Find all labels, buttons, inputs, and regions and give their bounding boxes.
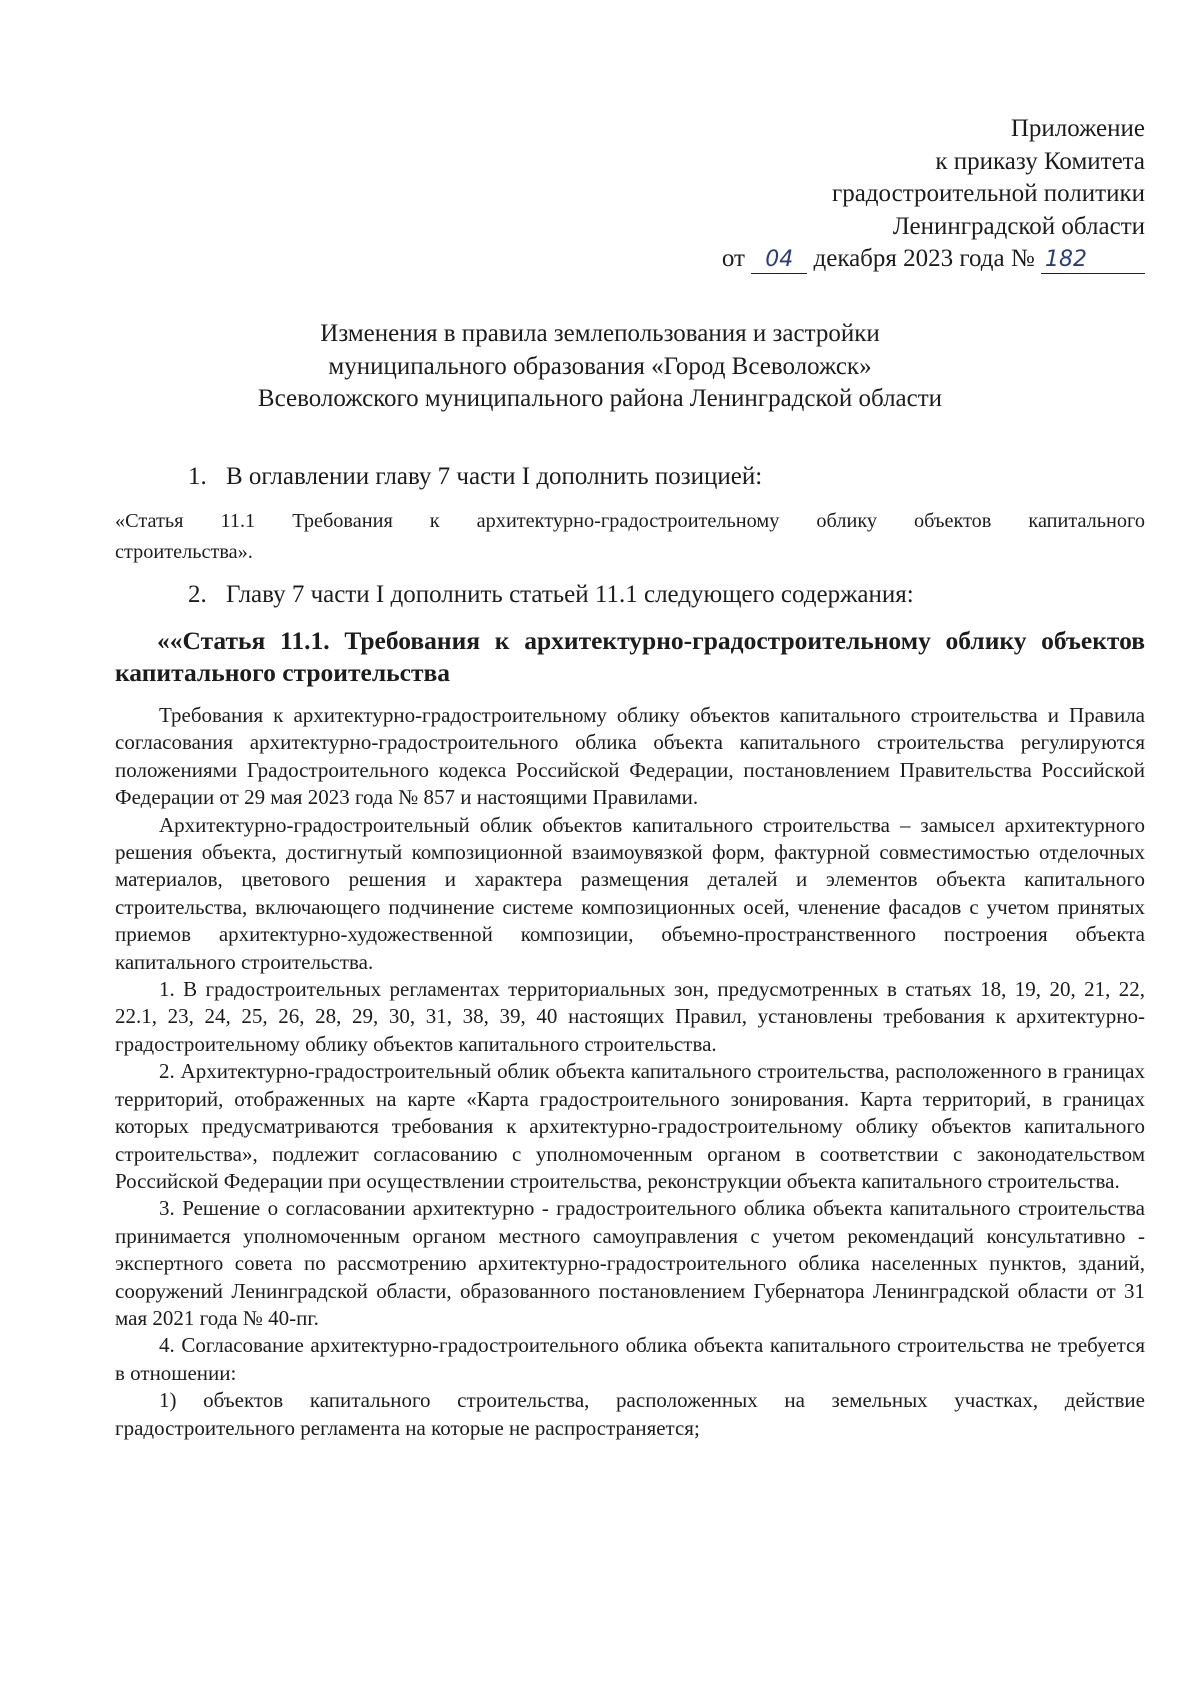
date-rest: декабря 2023 года xyxy=(813,245,1005,272)
appendix-date-line xyxy=(545,243,1145,276)
handwritten-day: 04 xyxy=(751,247,807,274)
step-number: 2. xyxy=(188,581,207,608)
step-2 xyxy=(188,580,914,610)
step-text: Главу 7 части I дополнить статьей 11.1 следующего содержания: xyxy=(226,581,914,608)
toc-quote xyxy=(115,506,1145,568)
document-title xyxy=(60,318,1140,416)
paragraph: 1) объектов капитального строительства, расположенных на земельных участках, действие градостроительного регламента на которые не распространяется; xyxy=(115,1388,1145,1440)
paragraph: Архитектурно-градостроительный облик объектов капитального строительства – замысел архитектурного решения объекта, достигнутый композиционной взаимоувязкой форм, фактурной совместимостью отделочных материалов, цветового решения и характера размещения деталей и элементов объекта капитального строительства, включающего подчинение системе композиционных осей, членение фасадов с учетом принятых приемов архитектурно-художественной композиции, объемно-пространственного построения объекта капитального строительства. xyxy=(115,812,1145,974)
handwritten-number: 182 xyxy=(1041,247,1145,274)
quote-line-2: строительства». xyxy=(115,541,253,563)
paragraph: 4. Согласование архитектурно-градостроительного облика объекта капитального строительства не требуется в отношении: xyxy=(115,1333,1145,1385)
step-text: В оглавлении главу 7 части I дополнить позицией: xyxy=(226,463,763,490)
title-line-2: муниципального образования «Город Всеволожск» xyxy=(328,352,872,380)
appendix-title: Приложение xyxy=(1010,115,1145,142)
appendix-region-line: Ленинградской области xyxy=(892,212,1145,240)
date-prefix: от xyxy=(721,245,745,272)
paragraph: Требования к архитектурно-градостроительному облику объектов капитального строительства и Правила согласования архитектурно-градостроительного облика объекта капитального строительства регулируются положениями Градостроительного кодекса Российской Федерации, постановлением Правительства Российской Федерации от 29 мая 2023 года № 857 и настоящими Правилами. xyxy=(115,703,1145,810)
appendix-order-line: к приказу Комитета xyxy=(935,147,1145,175)
appendix-committee-line: градостроительной политики xyxy=(831,180,1145,207)
title-line-3: Всеволожского муниципального района Ленинградской области xyxy=(257,385,943,412)
step-number: 1. xyxy=(188,463,207,490)
paragraph: 3. Решение о согласовании архитектурно - градостроительного облика объекта капитального строительства принимается уполномоченным органом местного самоуправления с учетом рекомендаций консультативно - экспертного совета по рассмотрению архитектурно-градостроительного облика населенных пунктов, зданий, сооружений Ленинградской области, образованного постановлением Губернатора Ленинградской области от 31 мая 2021 года № 40-пг. xyxy=(115,1196,1145,1330)
article-body xyxy=(115,702,1145,1442)
appendix-block xyxy=(545,113,1145,276)
title-line-1: Изменения в правила землепользования и застройки xyxy=(320,320,880,347)
quote-line-1: «Статья 11.1 Требования к архитектурно-градостроительному облику объектов капитального xyxy=(115,510,1145,532)
paragraph: 2. Архитектурно-градостроительный облик объекта капитального строительства, расположенного в границах территорий, отображенных на карте «Карта градостроительного зонирования. Карта территорий, в границах которых предусматриваются требования к архитектурно-градостроительному облику объектов капитального строительства», подлежит согласованию с уполномоченным органом в соответствии с законодательством Российской Федерации при осуществлении строительства, реконструкции объекта капитального строительства. xyxy=(115,1059,1145,1193)
paragraph: 1. В градостроительных регламентах территориальных зон, предусмотренных в статьях 18, 19, 20, 21, 22, 22.1, 23, 24, 25, 26, 28, 29, 30, 31, 38, 39, 40 настоящих Правил, установлены требования к архитектурно-градостроительному облику объектов капитального строительства. xyxy=(115,977,1145,1056)
step-1 xyxy=(188,462,762,492)
article-heading: ««Статья 11.1. Требования к архитектурно-градостроительному облику объектов капитального строительства xyxy=(115,626,1145,687)
number-sign: № xyxy=(1010,245,1035,272)
